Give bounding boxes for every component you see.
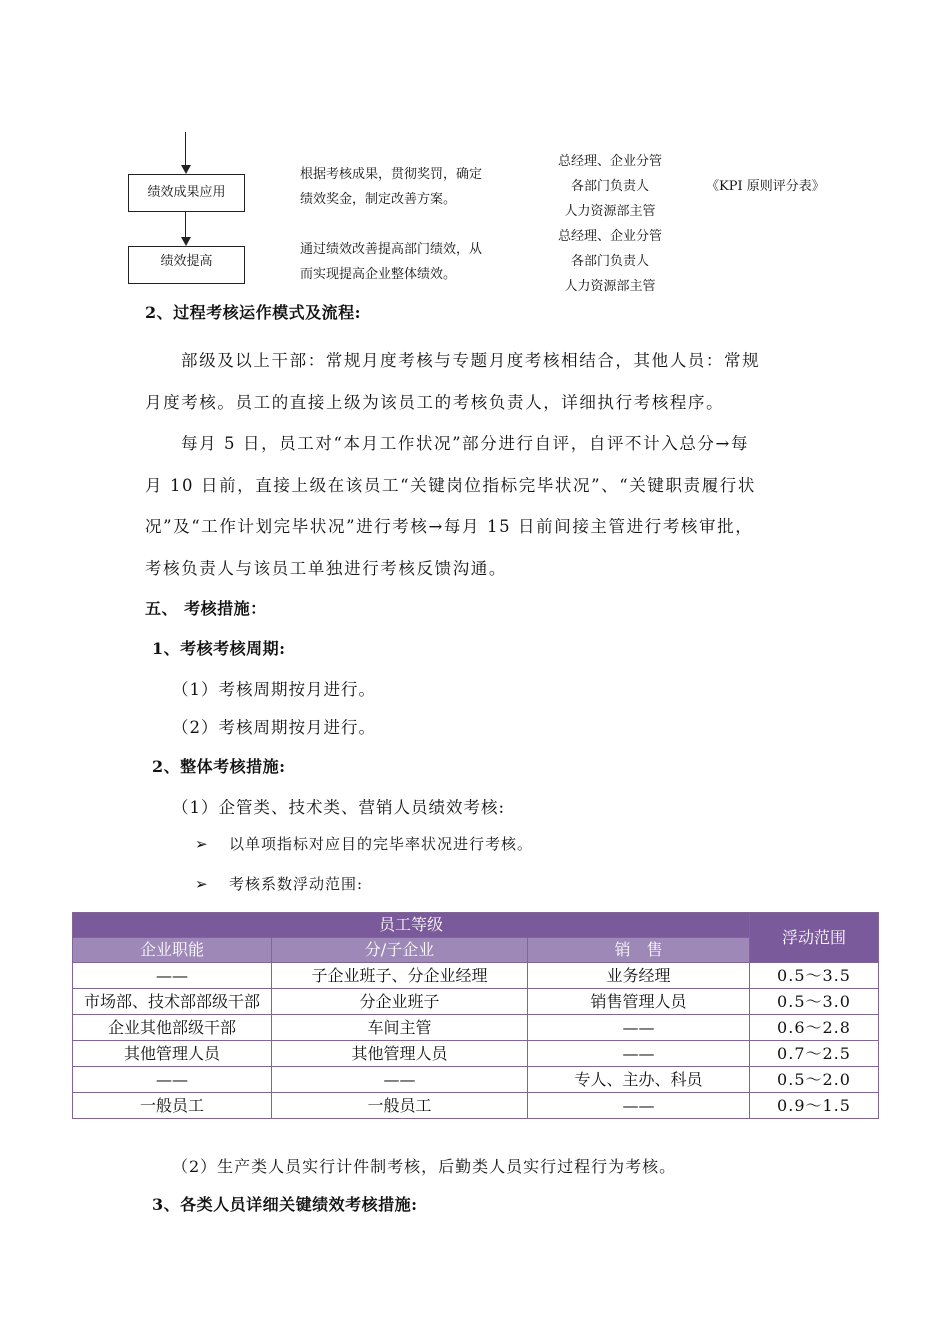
table-cell: —— <box>73 1067 272 1093</box>
text-line: 人力资源部主管 <box>564 279 656 294</box>
table-row <box>73 963 879 989</box>
table-cell: 0.5～2.0 <box>750 1067 879 1093</box>
table-row <box>73 1015 879 1041</box>
form-name: 《KPI 原则评分表》 <box>706 179 825 194</box>
flow-box-label: 绩效成果应用 <box>147 185 226 200</box>
table-cell: 市场部、技术部部级干部 <box>73 989 272 1015</box>
arrow-bullet-icon: ➢ <box>195 875 208 893</box>
flow-step1-form <box>706 174 846 199</box>
text-line: 人力资源部主管 <box>564 204 656 219</box>
bullet-text: 考核系数浮动范围: <box>229 875 364 893</box>
paragraph-line: 考核负责人与该员工单独进行考核反馈沟通。 <box>145 558 507 578</box>
paragraph-line: 部级及以上干部：常规月度考核与专题月度考核相结合，其他人员：常规 <box>181 351 761 370</box>
table-cell: 一般员工 <box>73 1093 272 1119</box>
table-cell: 销售管理人员 <box>528 989 750 1015</box>
flow-arrow-top <box>185 132 186 166</box>
text-line: 总经理、企业分管 <box>557 154 662 169</box>
bullet-text: 以单项指标对应目的完毕率状况进行考核。 <box>229 835 534 853</box>
text-line: 总经理、企业分管 <box>557 229 662 244</box>
section-process-body <box>145 340 825 589</box>
table-cell: 0.9～1.5 <box>750 1093 879 1119</box>
table-cell: —— <box>73 963 272 989</box>
column-header: 销 售 <box>528 938 750 963</box>
table-group-header: 员工等级 <box>73 913 750 938</box>
text-line: 各部门负责人 <box>570 179 649 194</box>
overall-item-2: （2）生产类人员实行计件制考核，后勤类人员实行过程行为考核。 <box>172 1157 677 1176</box>
table-cell: 专人、主办、科员 <box>528 1067 750 1093</box>
section-heading-process: 2、过程考核运作模式及流程: <box>145 303 362 322</box>
paragraph-line: 月 10 日前，直接上级在该员工“关键岗位指标完毕状况”、“关键职责履行状 <box>145 475 756 495</box>
table-cell: 分企业班子 <box>272 989 528 1015</box>
text-line: 各部门负责人 <box>570 254 649 269</box>
flow-step2-owners <box>540 224 680 299</box>
flow-box-performance-application <box>128 174 245 212</box>
table-cell: —— <box>528 1041 750 1067</box>
table-cell: —— <box>528 1093 750 1119</box>
table-range-header: 浮动范围 <box>750 913 879 963</box>
text-line: 通过绩效改善提高部门绩效，从 <box>300 242 483 257</box>
subheading-overall: 2、整体考核措施: <box>152 757 286 776</box>
table-cell: 车间主管 <box>272 1015 528 1041</box>
table-cell: 子企业班子、分企业经理 <box>272 963 528 989</box>
arrow-bullet-icon: ➢ <box>195 835 208 853</box>
table-cell: 0.6～2.8 <box>750 1015 879 1041</box>
table-cell: 一般员工 <box>272 1093 528 1119</box>
table-cell: 0.7～2.5 <box>750 1041 879 1067</box>
flow-arrow-middle <box>185 212 186 238</box>
table-row <box>73 1067 879 1093</box>
flow-box-label: 绩效提高 <box>160 254 213 269</box>
flow-arrowhead-top <box>181 165 191 174</box>
table-cell: 0.5～3.5 <box>750 963 879 989</box>
table-row <box>73 1041 879 1067</box>
flow-arrowhead-middle <box>181 237 191 246</box>
cycle-item-2: （2）考核周期按月进行。 <box>172 718 376 737</box>
table-cell: —— <box>528 1015 750 1041</box>
table-row <box>73 989 879 1015</box>
flow-step2-description <box>300 237 530 287</box>
table-cell: 企业其他部级干部 <box>73 1015 272 1041</box>
overall-item-1: （1）企管类、技术类、营销人员绩效考核: <box>172 798 506 817</box>
flow-step1-description <box>300 162 530 212</box>
table-header-row <box>73 913 879 938</box>
table-cell: 业务经理 <box>528 963 750 989</box>
table-row <box>73 1093 879 1119</box>
subheading-detailed-measures: 3、各类人员详细关键绩效考核措施: <box>152 1195 418 1214</box>
table-cell: 0.5～3.0 <box>750 989 879 1015</box>
cycle-item-1: （1）考核周期按月进行。 <box>172 680 376 699</box>
grade-coefficient-table <box>72 912 879 1119</box>
text-line: 而实现提高企业整体绩效。 <box>300 267 457 282</box>
text-line: 根据考核成果，贯彻奖罚，确定 <box>300 167 483 182</box>
bullet-item <box>195 873 533 894</box>
table-cell: —— <box>272 1067 528 1093</box>
table-cell: 其他管理人员 <box>272 1041 528 1067</box>
text-line: 绩效奖金，制定改善方案。 <box>300 192 457 207</box>
table-cell: 其他管理人员 <box>73 1041 272 1067</box>
paragraph-line: 每月 5 日，员工对“本月工作状况”部分进行自评，自评不计入总分→每 <box>181 434 750 453</box>
paragraph-line: 月度考核。员工的直接上级为该员工的考核负责人，详细执行考核程序。 <box>145 392 725 412</box>
bullet-list <box>195 833 533 894</box>
subheading-cycle: 1、考核考核周期: <box>152 639 286 658</box>
column-header: 分/子企业 <box>272 938 528 963</box>
paragraph-line: 况”及“工作计划完毕状况”进行考核→每月 15 日前间接主管进行考核审批， <box>145 517 754 536</box>
flow-step1-owners <box>540 149 680 224</box>
flow-box-performance-improvement <box>128 246 245 284</box>
bullet-item <box>195 833 533 873</box>
column-header: 企业职能 <box>73 938 272 963</box>
section-heading-measures: 五、 考核措施： <box>145 599 267 618</box>
